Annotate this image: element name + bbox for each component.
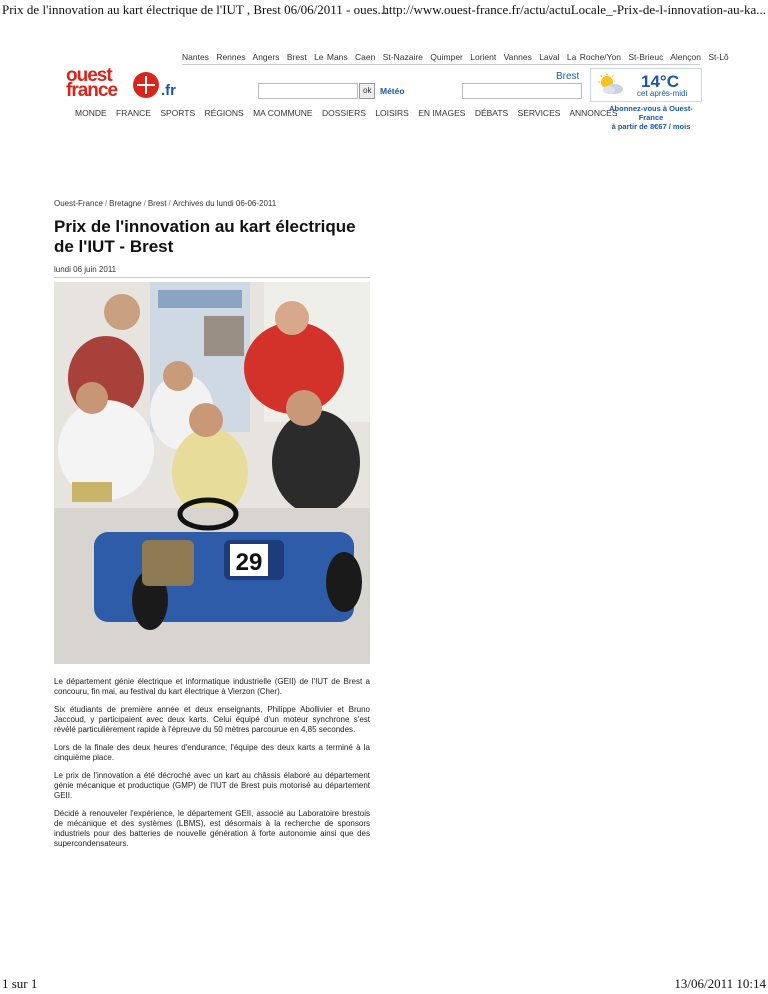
- city-link[interactable]: St-Lô: [708, 52, 729, 62]
- nav-item[interactable]: MA COMMUNE: [253, 108, 313, 118]
- breadcrumb-item[interactable]: Ouest-France: [54, 199, 103, 208]
- city-link[interactable]: Alençon: [670, 52, 701, 62]
- nav-item[interactable]: DOSSIERS: [321, 108, 366, 118]
- nav-item[interactable]: DÉBATS: [474, 108, 509, 118]
- city-link[interactable]: St-Brieuc: [628, 52, 664, 62]
- article-title: Prix de l'innovation au kart électrique de l'IUT - Brest: [54, 217, 356, 256]
- divider: [54, 277, 370, 278]
- city-link[interactable]: Angers: [252, 52, 280, 62]
- article-paragraph: Le prix de l'innovation a été décroché avec un kart au châssis élaboré au département génie mécanique et productique (GMP) de l'IUT de Brest puis motorisé au département GEII.: [54, 771, 370, 800]
- meteo-label[interactable]: Météo: [380, 86, 405, 96]
- breadcrumb-item[interactable]: Archives du lundi 06-06-2011: [172, 199, 277, 208]
- city-link[interactable]: Quimper: [430, 52, 463, 62]
- city-link[interactable]: Vannes: [503, 52, 532, 62]
- nav-item[interactable]: MONDE: [75, 108, 107, 118]
- city-link[interactable]: St-Nazaire: [382, 52, 423, 62]
- city-link[interactable]: La Roche/Yon: [566, 52, 621, 62]
- main-nav: [75, 108, 625, 118]
- logo-wordmark: ouest france: [66, 65, 118, 101]
- city-nav: [182, 52, 729, 62]
- article-paragraph: Six étudiants de première année et deux enseignants, Philippe Abollivier et Bruno Jaccoud, y participaient avec deux karts. Celui équipé d'un moteur synchrone s'est révélé particulièrement rapide à l'épreuve du 50 mètres parcourue en 4,85 secondes.: [54, 705, 370, 734]
- article-paragraph: Le département génie électrique et informatique industrielle (GEII) de l'IUT de Brest a concouru, fin mai, au festival du kart électrique à Vierzon (Cher).: [54, 677, 370, 696]
- breadcrumb: [54, 199, 276, 208]
- weather-city: Brest: [556, 71, 580, 82]
- article-date: lundi 06 juin 2011: [54, 265, 117, 274]
- nav-item[interactable]: RÉGIONS: [204, 108, 244, 118]
- breadcrumb-separator: /: [104, 199, 108, 208]
- article-photo: [54, 282, 370, 664]
- article-paragraph: Décidé à renouveler l'expérience, le département GEII, associé au Laboratoire brestois de mécanique et des systèmes (LBMS), est désormais à la recherche de sponsors industriels pour des batteries de nouvelle génération à forte autonomie ainsi que des supercondensateurs.: [54, 809, 370, 848]
- city-link[interactable]: Caen: [355, 52, 376, 62]
- nav-item[interactable]: LOISIRS: [375, 108, 409, 118]
- logo-mark-icon: [133, 72, 159, 98]
- print-footer: [2, 976, 766, 992]
- meteo-city-input[interactable]: [462, 83, 582, 99]
- logo-suffix: .fr: [161, 82, 176, 99]
- print-page-title: Prix de l'innovation au kart électrique de l'IUT , Brest 06/06/2011 - oues...: [2, 2, 388, 17]
- print-header: [2, 2, 766, 20]
- print-page-url: http://www.ouest-france.fr/actu/actuLocale_-Prix-de-l-innovation-au-ka...: [382, 2, 766, 17]
- breadcrumb-separator: /: [168, 199, 171, 208]
- nav-item[interactable]: SPORTS: [160, 108, 196, 118]
- divider: [182, 64, 700, 65]
- city-link[interactable]: Brest: [286, 52, 307, 62]
- breadcrumb-item[interactable]: Brest: [147, 199, 167, 208]
- city-link[interactable]: Nantes: [182, 52, 209, 62]
- print-timestamp: 13/06/2011 10:14: [674, 976, 766, 991]
- article-body: [54, 677, 370, 857]
- breadcrumb-separator: /: [143, 199, 146, 208]
- page-count: 1 sur 1: [2, 976, 38, 991]
- breadcrumb-item[interactable]: Bretagne: [109, 199, 142, 208]
- city-link[interactable]: Laval: [539, 52, 560, 62]
- kart-number: 29: [235, 549, 263, 576]
- subscribe-price: à partir de 8€67 / mois: [611, 122, 691, 131]
- search-ok-button[interactable]: ok: [359, 83, 375, 99]
- subscribe-link[interactable]: [598, 104, 704, 131]
- article-paragraph: Lors de la finale des deux heures d'endurance, l'équipe des deux karts a terminé à la cinquième place.: [54, 743, 370, 762]
- sun-cloud-icon: [597, 73, 625, 97]
- temperature: 14°C: [641, 72, 679, 91]
- nav-item[interactable]: FRANCE: [116, 108, 151, 118]
- city-link[interactable]: Le Mans: [314, 52, 348, 62]
- nav-item[interactable]: EN IMAGES: [418, 108, 466, 118]
- nav-item[interactable]: ANNONCES: [569, 108, 618, 118]
- city-link[interactable]: Lorient: [470, 52, 497, 62]
- subscribe-line: Abonnez-vous à Ouest-France: [609, 104, 693, 122]
- site-logo[interactable]: [66, 65, 186, 102]
- city-link[interactable]: Rennes: [216, 52, 246, 62]
- weather-widget[interactable]: [590, 68, 702, 102]
- search-input[interactable]: [258, 83, 358, 99]
- nav-item[interactable]: SERVICES: [517, 108, 561, 118]
- temperature-period: cet après-midi: [637, 89, 688, 98]
